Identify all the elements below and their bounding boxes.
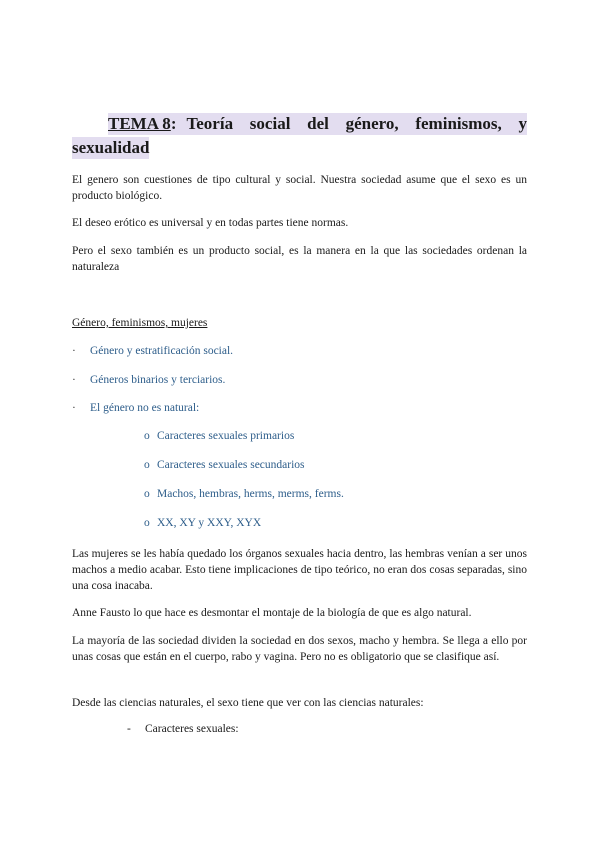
dash-item [127, 723, 239, 735]
bullet-marker: · [72, 402, 76, 414]
bullet-item: · Género y estratificación social. [72, 345, 234, 357]
body-paragraph-3: La mayoría de las sociedad dividen la sociedad en dos sexos, macho y hembra. Se llega a ello por unas cosas que están en el cuerpo, rabo y vagina. Pero no es obligatorio que se clasifique así. [72, 635, 527, 663]
bullet-marker: · [72, 374, 76, 386]
title-line-1 [72, 113, 527, 135]
sub-item: o Caracteres sexuales primarios [144, 430, 295, 442]
sub-marker: o [144, 459, 150, 471]
dash-marker: - [127, 723, 131, 735]
intro-paragraph-1: El genero son cuestiones de tipo cultural y social. Nuestra sociedad asume que el sexo es un producto biológico. [72, 174, 527, 202]
bullet-item: · El género no es natural: [72, 402, 200, 414]
sub-item: o Machos, hembras, herms, merms, ferms. [144, 488, 344, 500]
sub-marker: o [144, 430, 150, 442]
bullet-marker: · [72, 345, 76, 357]
sub-marker: o [144, 517, 150, 529]
bullet-item: · Géneros binarios y terciarios. [72, 374, 226, 386]
intro-paragraph-2: El deseo erótico es universal y en todas partes tiene normas. [72, 217, 349, 229]
title-tema: TEMA 8 [108, 114, 171, 133]
title-highlight [108, 113, 527, 135]
title-colon: : [170, 114, 177, 133]
section-heading: Género, feminismos, mujeres [72, 317, 208, 329]
body-paragraph-2: Anne Fausto lo que hace es desmontar el montaje de la biología de que es algo natural. [72, 607, 472, 619]
title-line-2: sexualidad [72, 138, 150, 157]
document-title [72, 113, 527, 159]
sub-item: o XX, XY y XXY, XYX [144, 517, 262, 529]
title-text: Teoría social del género, feminismos, y [186, 114, 527, 133]
sub-item: o Caracteres sexuales secundarios [144, 459, 305, 471]
sub-marker: o [144, 488, 150, 500]
body-paragraph-4: Desde las ciencias naturales, el sexo tiene que ver con las ciencias naturales: [72, 697, 424, 709]
body-paragraph-1: Las mujeres se les había quedado los órganos sexuales hacia dentro, las hembras venían a ser unos machos a medio acabar. Esto tiene implicaciones de tipo teórico, no eran dos cosas separadas, sino una cosa inacaba. [72, 548, 527, 592]
intro-paragraph-3: Pero el sexo también es un producto social, es la manera en la que las sociedades ordenan la naturaleza [72, 245, 527, 273]
dash-item-text: Caracteres sexuales: [145, 723, 239, 735]
